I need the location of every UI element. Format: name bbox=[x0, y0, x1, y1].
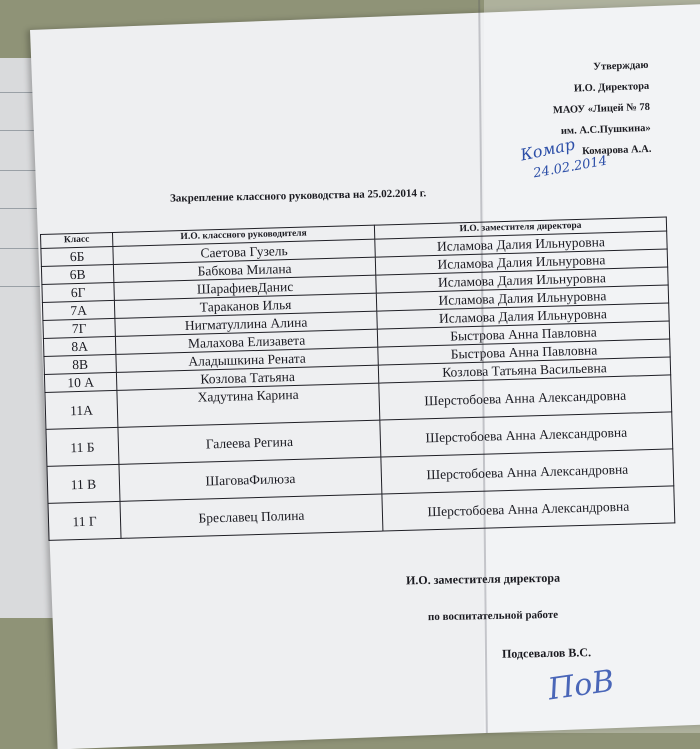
column-header-class: Класс bbox=[41, 232, 113, 248]
deputy-cell: Быстрова Анна Павловна bbox=[377, 321, 669, 347]
approval-line: им. А.С.Пушкина» bbox=[560, 122, 651, 137]
teacher-cell: Саетова Гузель bbox=[113, 239, 375, 264]
footer-department: по воспитательной работе bbox=[427, 608, 559, 624]
class-cell: 7Г bbox=[43, 318, 115, 338]
approval-line: И.О. Директора bbox=[573, 80, 650, 95]
column-header-deputy: И.О. заместителя директора bbox=[374, 217, 666, 239]
deputy-cell: Исламова Далия Ильнуровна bbox=[375, 249, 667, 275]
class-cell: 7А bbox=[42, 300, 114, 320]
deputy-cell: Исламова Далия Ильнуровна bbox=[376, 285, 668, 311]
approval-line: Утверждаю bbox=[593, 59, 649, 73]
teacher-cell: Хадутина Карина bbox=[117, 383, 380, 427]
document-title: Закрепление классного руководства на 25.02.2014 г. bbox=[169, 187, 427, 205]
deputy-cell: Козлова Татьяна Васильевна bbox=[378, 357, 670, 383]
signature-date: 24.02.2014 bbox=[532, 153, 609, 182]
class-cell: 10 А bbox=[44, 372, 116, 392]
teacher-cell: ШаговаФилюза bbox=[119, 457, 382, 501]
teacher-cell: ШарафиевДанис bbox=[114, 275, 376, 300]
class-cell: 11 Б bbox=[46, 427, 119, 466]
approval-line: Комарова А.А. bbox=[581, 143, 652, 158]
teacher-cell: Козлова Татьяна bbox=[116, 365, 378, 390]
class-cell: 6Б bbox=[41, 246, 113, 266]
class-cell: 11 Г bbox=[48, 501, 121, 540]
deputy-cell: Шерстобоева Анна Александровна bbox=[380, 412, 673, 457]
deputy-cell: Шерстобоева Анна Александровна bbox=[382, 486, 675, 531]
class-cell: 8А bbox=[43, 336, 115, 356]
teacher-cell: Бабкова Милана bbox=[113, 257, 375, 282]
assignment-table bbox=[40, 217, 674, 541]
teacher-cell: Галеева Регина bbox=[118, 420, 381, 464]
deputy-cell: Исламова Далия Ильнуровна bbox=[376, 267, 668, 293]
deputy-cell: Шерстобоева Анна Александровна bbox=[381, 449, 674, 494]
deputy-cell: Шерстобоева Анна Александровна bbox=[379, 375, 672, 420]
class-cell: 11 В bbox=[47, 464, 120, 503]
class-cell: 6Г bbox=[42, 282, 114, 302]
director-signature: Комар bbox=[518, 134, 577, 165]
teacher-cell: Малахова Елизавета bbox=[115, 329, 377, 354]
teacher-cell: Аладышкина Рената bbox=[116, 347, 378, 372]
deputy-cell: Быстрова Анна Павловна bbox=[378, 339, 670, 365]
footer-position: И.О. заместителя директора bbox=[405, 570, 561, 588]
class-cell: 11А bbox=[45, 390, 118, 429]
class-cell: 6В bbox=[41, 264, 113, 284]
footer-name: Подсевалов В.С. bbox=[501, 645, 592, 661]
deputy-cell: Исламова Далия Ильнуровна bbox=[375, 231, 667, 257]
teacher-cell: Тараканов Илья bbox=[114, 293, 376, 318]
teacher-cell: Нигматуллина Алина bbox=[115, 311, 377, 336]
teacher-cell: Бреславец Полина bbox=[120, 494, 383, 538]
column-header-teacher: И.О. классного руководителя bbox=[112, 225, 374, 246]
class-cell: 8В bbox=[44, 354, 116, 374]
deputy-signature: ПоВ bbox=[545, 663, 617, 708]
deputy-cell: Исламова Далия Ильнуровна bbox=[377, 303, 669, 329]
approval-line: МАОУ «Лицей № 78 bbox=[552, 101, 651, 117]
